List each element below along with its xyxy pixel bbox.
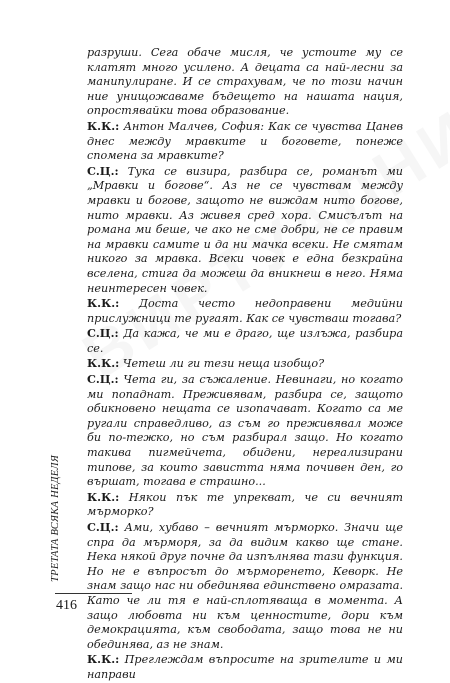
- paragraph-text: Преглеждам въпросите на зрителите и ми направи: [87, 653, 403, 681]
- paragraph-text: Тука се визира, разбира се, романът ми „Мравки и богове“. Аз не се чувствам между мравки и богове, защото не виждам нито богове, нито мравки. Аз живея сред хора. Смисълът на романа ми беше, че ако не сме добри, не се правим на мравки самите и да ни мачка всеки. Не смятам никого за мравка. Всеки човек е една безкрайна вселена, стига да можеш да вникнеш в него. Няма неинтересен човек.: [87, 164, 403, 295]
- speaker-label: К.К.:: [87, 356, 120, 371]
- speaker-label: К.К.:: [87, 118, 120, 133]
- paragraph-text: Някои пък те упрекват, че си вечният мърморко?: [87, 490, 403, 519]
- paragraph-text: разруши. Сега обаче мисля, че устоите му се клатят много усилено. А децата са най-лесни за манипулиране. И се страхувам, че по този начин ние унищожаваме бъдещето на нашата нация, опростявайки това образование.: [87, 46, 403, 118]
- speaker-label: С.Ц.:: [87, 372, 119, 387]
- paragraph: [87, 164, 403, 296]
- paragraph: [87, 326, 403, 356]
- paragraph-text: Да кажа, че ми е драго, ще излъжа, разбира се.: [87, 327, 403, 355]
- footer-rule: [55, 593, 132, 594]
- speaker-label: К.К.:: [87, 296, 120, 311]
- body-text: [87, 46, 403, 683]
- paragraph-text: Доста често недоправени медийни прислужници те ругаят. Как се чувстваш тогава?: [87, 297, 403, 325]
- speaker-label: С.Ц.:: [87, 326, 119, 341]
- paragraph: [87, 372, 403, 490]
- paragraph: [87, 119, 403, 164]
- speaker-label: С.Ц.:: [87, 163, 119, 178]
- paragraph: [87, 652, 403, 682]
- paragraph-text: Антон Малчев, София: Как се чувства Цанев днес между мравките и боговете, понеже спомена за мравките?: [87, 119, 403, 163]
- paragraph: [87, 296, 403, 326]
- paragraph: [87, 490, 403, 520]
- page-number: 416: [56, 598, 77, 613]
- speaker-label: С.Ц.:: [87, 520, 119, 534]
- paragraph: [87, 520, 403, 652]
- paragraph-text: Чета ги, за съжаление. Невинаги, но когато ми попаднат. Преживявам, разбира се, защото обикновено нещата се изопачават. Когато са ме ругали справедливо, аз съм го преживявал може би по-тежко, но съм разбирал защо. Но когато такива пигмейчета, обидени, нереализирани типове, за които завистта няма почивен ден, го вършат, тогава е страшно...: [87, 373, 403, 489]
- paragraph: [87, 46, 403, 119]
- paragraph-text: Ами, хубаво – вечният мърморко. Значи ще спра да мърморя, за да видим какво ще стане. Нека някой друг почне да изпълнява тази функция. Но не е въпросът до мърморенето, Кеворк. Не знам защо нас ни обединява единствено омразата. Като че ли тя е най-сплотяваща в момента. А защо любовта ни към ценностите, дори към демокрацията, към свободата, защо това не ни обединява, аз не знам.: [87, 521, 403, 651]
- speaker-label: К.К.:: [87, 652, 120, 667]
- speaker-label: К.К.:: [87, 489, 120, 504]
- paragraph-text: Четеш ли ги тези неща изобщо?: [119, 357, 325, 371]
- paragraph: [87, 356, 403, 372]
- running-head: ТРЕТАТА ВСЯКА НЕДЕЛЯ: [50, 454, 61, 582]
